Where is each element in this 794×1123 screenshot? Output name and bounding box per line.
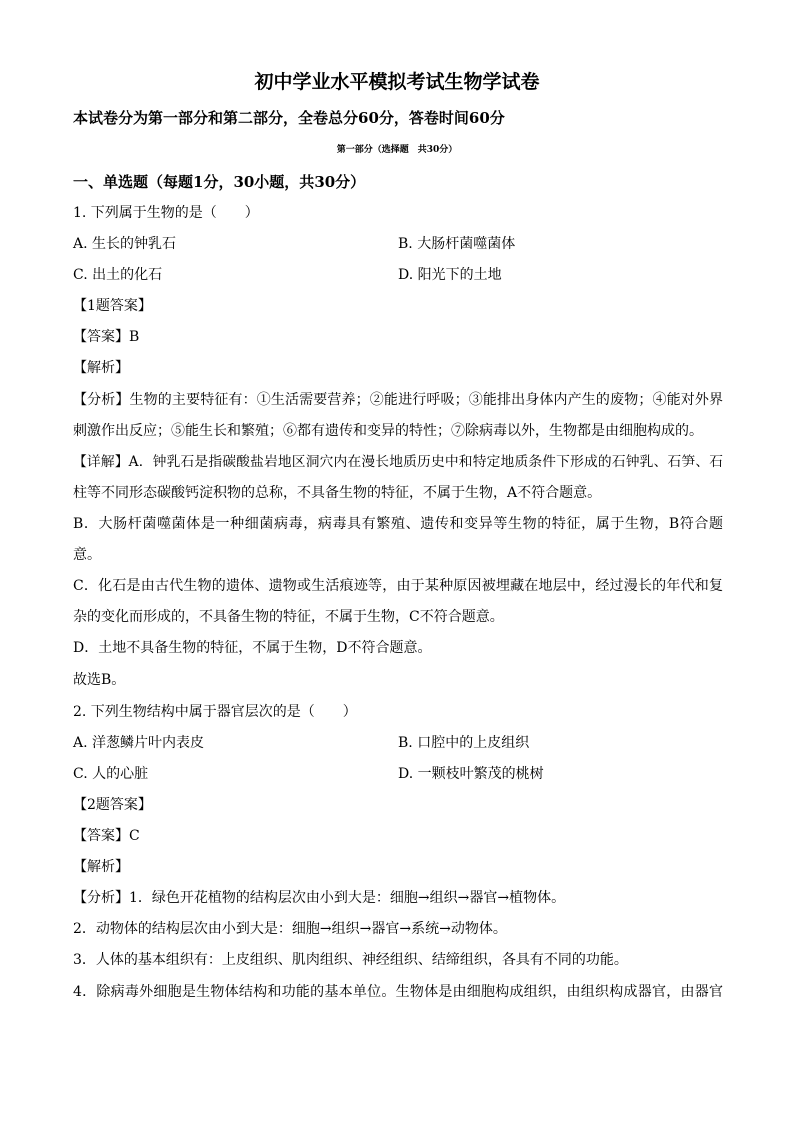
q1-detail-d: D．土地不具备生物的特征，不属于生物，D不符合题意。 <box>73 640 432 656</box>
q2-stem: 2. 下列生物结构中属于器官层次的是（ ） <box>73 704 357 720</box>
q1-analysis-tag: 【解析】 <box>73 360 129 376</box>
q1-fenxi-line-1: 【分析】生物的主要特征有：①生活需要营养；②能进行呼吸；③能排出身体内产生的废物；④能对外界 <box>73 392 723 408</box>
page-title: 初中学业水平模拟考试生物学试卷 <box>254 71 540 93</box>
q2-option-a: A. 洋葱鳞片叶内表皮 <box>73 735 205 751</box>
part1-heading: 第一部分（选择题 共30分） <box>336 145 458 155</box>
q2-option-b: B. 口腔中的上皮组织 <box>398 735 530 751</box>
q2-fenxi-line-1: 【分析】1．绿色开花植物的结构层次由小到大是：细胞→组织→器官→植物体。 <box>73 890 566 906</box>
q2-fenxi-line-2: 2．动物体的结构层次由小到大是：细胞→组织→器官→系统→动物体。 <box>73 921 507 937</box>
exam-intro: 本试卷分为第一部分和第二部分，全卷总分60分，答卷时间60分 <box>73 109 505 127</box>
q2-option-d: D. 一颗枝叶繁茂的桃树 <box>398 766 544 782</box>
q1-option-b: B. 大肠杆菌噬菌体 <box>398 236 516 252</box>
q1-answer: 【答案】B <box>73 329 140 345</box>
q1-fenxi-line-2: 刺激作出反应；⑤能生长和繁殖；⑥都有遗传和变异的特性；⑦除病毒以外，生物都是由细胞构成的。 <box>73 423 703 439</box>
q1-detail-b-line-1: B．大肠杆菌噬菌体是一种细菌病毒，病毒具有繁殖、遗传和变异等生物的特征，属于生物，B符合题 <box>73 516 723 532</box>
q1-option-a: A. 生长的钟乳石 <box>73 236 177 252</box>
q1-stem: 1. 下列属于生物的是（ ） <box>73 205 259 221</box>
q2-analysis-tag: 【解析】 <box>73 859 129 875</box>
q1-option-d: D. 阳光下的土地 <box>398 267 502 283</box>
q1-detail-line-1: 【详解】A．钟乳石是指碳酸盐岩地区洞穴内在漫长地质历史中和特定地质条件下形成的石钟乳、石笋、石 <box>73 454 723 470</box>
q1-detail-c-line-1: C．化石是由古代生物的遗体、遗物或生活痕迹等，由于某种原因被埋藏在地层中，经过漫长的年代和复 <box>73 578 723 594</box>
q2-fenxi-line-3: 3．人体的基本组织有：上皮组织、肌肉组织、神经组织、结缔组织，各具有不同的功能。 <box>73 952 628 968</box>
q1-conclusion: 故选B。 <box>73 672 126 688</box>
q1-answer-tag: 【1题答案】 <box>73 298 152 314</box>
q2-answer-tag: 【2题答案】 <box>73 797 152 813</box>
q1-option-c: C. 出土的化石 <box>73 267 163 283</box>
q1-detail-line-2: 柱等不同形态碳酸钙淀积物的总称，不具备生物的特征，不属于生物，A不符合题意。 <box>73 485 602 501</box>
q2-fenxi-line-4: 4．除病毒外细胞是生物体结构和功能的基本单位。生物体是由细胞构成组织，由组织构成器官，由器官 <box>73 984 723 1000</box>
q2-answer: 【答案】C <box>73 828 140 844</box>
section1-heading: 一、单选题（每题1分，30小题，共30分） <box>73 173 366 191</box>
q1-detail-c-line-2: 杂的变化而形成的，不具备生物的特征，不属于生物，C不符合题意。 <box>73 609 504 625</box>
q1-detail-b-line-2: 意。 <box>73 547 101 563</box>
q2-option-c: C. 人的心脏 <box>73 766 149 782</box>
